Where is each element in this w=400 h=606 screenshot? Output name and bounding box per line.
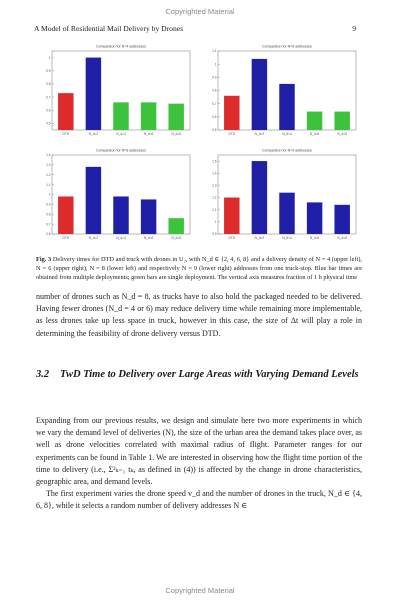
running-head [34,24,356,33]
bar [307,112,322,130]
bar [252,59,267,130]
chart-panel-upper-left [36,42,196,141]
y-tick-label: 1.3 [46,163,51,168]
chart-title: Comparison for N=9 addresses [262,148,312,153]
x-tick-label: N_d=8 [171,132,181,136]
y-tick-label: 0.9 [212,232,217,237]
chart-panel-upper-right [202,42,362,141]
bar [252,161,267,234]
y-tick-label: 1.5 [212,159,217,164]
chart-title: Comparison for N=8 addresses [96,148,146,153]
x-tick-label: N_d=4 [282,236,292,240]
x-tick-label: N_d=4 [282,132,292,136]
y-tick-label: 1 [214,62,217,67]
chart-panel-lower-right [202,146,362,245]
chart-title: Comparison for N=6 addresses [262,44,312,49]
y-tick-label: 1.3 [212,183,217,188]
y-tick-label: 1.4 [46,153,51,158]
y-tick-label: 1.1 [46,182,51,187]
y-tick-label: 1.1 [212,49,217,54]
y-tick-label: 0.8 [46,82,51,87]
paragraph-1 [36,291,362,340]
bar [141,199,156,234]
chart-title: Comparison for N=4 addresses [96,44,146,49]
bar-chart-n8 [36,146,196,245]
x-tick-label: N_d=2 [88,236,99,240]
y-tick-label: 1.4 [212,171,217,176]
y-tick-label: 0.8 [212,88,217,93]
y-tick-label: 0.5 [212,128,217,133]
y-tick-label: 0.9 [46,68,51,73]
y-tick-label: 0.7 [212,101,217,106]
y-tick-label: 1 [214,220,217,225]
y-tick-label: 1 [48,55,51,60]
x-tick-label: DTD [228,132,236,136]
x-tick-label: N_d=8 [337,236,347,240]
bar [113,196,128,234]
x-tick-label: N_d=4 [116,132,126,136]
paragraph-1-text: number of drones such as N_d = 8, as trucks have to also hold the packaged needed to be delivered. Having fewer drones (N_d = 4 or 6) may reduce delivery time while remaining more implementable, as less drones take up less space in truck, however in this case, the size of Δt will play a role in determining the feasibility of drone delivery versus DTD. [36,292,362,338]
x-tick-label: DTD [62,132,70,136]
y-tick-label: 0.6 [46,108,51,113]
section-heading [36,368,362,382]
bar [86,167,101,234]
chart-panel-lower-left [36,146,196,245]
x-tick-label: N_d=6 [309,132,320,136]
paragraph-2-block [36,415,362,513]
bar [334,205,349,234]
x-tick-label: N_d=4 [116,236,126,240]
x-tick-label: N_d=2 [254,132,265,136]
bar [279,193,294,234]
x-tick-label: N_d=8 [337,132,347,136]
y-tick-label: 1.1 [212,207,217,212]
y-tick-label: 0.6 [212,115,217,120]
paragraph-3-text: The first experiment varies the drone speed v_d and the number of drones in the truck, N_d ∈ {4, 6, 8}, while it selects a random number of delivery addresses N ∈ [36,489,362,511]
bar [168,104,183,130]
bar [307,202,322,234]
x-tick-label: N_d=2 [88,132,99,136]
y-tick-label: 0.9 [212,75,217,80]
section-number: 3.2 [36,369,50,380]
bar [334,112,349,130]
figure-caption-label: Fig. 3 [36,256,52,263]
paragraph-2-text: Expanding from our previous results, we design and simulate here two more experiments in which we vary the demand level of deliveries (N), the size of the urban area the demand takes place over, as well as drone velocities correlated with maximal radius of flight. Parameter ranges for our experiments can be found in Table 1. We are interested in observing how the flight time portion of the time to delivery (i.e., Σ²ₖ₌₁ tₖ, as defined in (4)) is affected by the change in drone characteristics, geographic area, and demand levels. [36,416,362,487]
section-title: TwD Time to Delivery over Large Areas with Varying Demand Levels [60,369,359,380]
bar [224,96,239,130]
y-tick-label: 0.7 [46,95,51,100]
y-tick-label: 1.2 [46,172,51,177]
figure-caption [36,255,362,283]
y-tick-label: 0.8 [46,212,51,217]
x-tick-label: DTD [62,236,70,240]
bar [113,102,128,130]
x-tick-label: N_d=6 [309,236,320,240]
x-tick-label: N_d=6 [143,236,154,240]
x-tick-label: N_d=2 [254,236,265,240]
figure-3 [36,42,362,245]
page-number: 9 [352,24,356,33]
y-tick-label: 0.5 [46,121,51,126]
copyright-notice-top: Copyrighted Material [165,7,235,16]
bar [224,198,239,234]
bar [279,84,294,130]
x-tick-label: DTD [228,236,236,240]
running-head-title: A Model of Residential Mail Delivery by Drones [34,24,184,33]
figure-caption-text: Delivery times for DTD and truck with drones in U₂, with N_d ∈ {2, 4, 6, 8} and a delivery density of N = 4 (upper left), N = 6 (upper right), N = 8 (lower left) and respectively N = 9 (lower right) addresses from one truck-stop. Blue bar times are obtained from multiple deployments; green bars are single deployment. The vertical axis measures fraction of 1 h physical time [36,256,362,282]
bar-chart-n6 [202,42,362,141]
bar [141,102,156,130]
bar-chart-n4 [36,42,196,141]
y-tick-label: 0.7 [46,222,51,227]
y-tick-label: 0.6 [46,232,51,237]
copyright-notice-bottom: Copyrighted Material [165,586,235,595]
y-tick-label: 0.9 [46,202,51,207]
y-tick-label: 1 [48,192,51,197]
x-tick-label: N_d=6 [143,132,154,136]
bar [86,58,101,130]
bar-chart-n9 [202,146,362,245]
x-tick-label: N_d=8 [171,236,181,240]
y-tick-label: 1.2 [212,195,217,200]
bar [58,196,73,234]
bar [58,93,73,130]
bar [168,218,183,234]
